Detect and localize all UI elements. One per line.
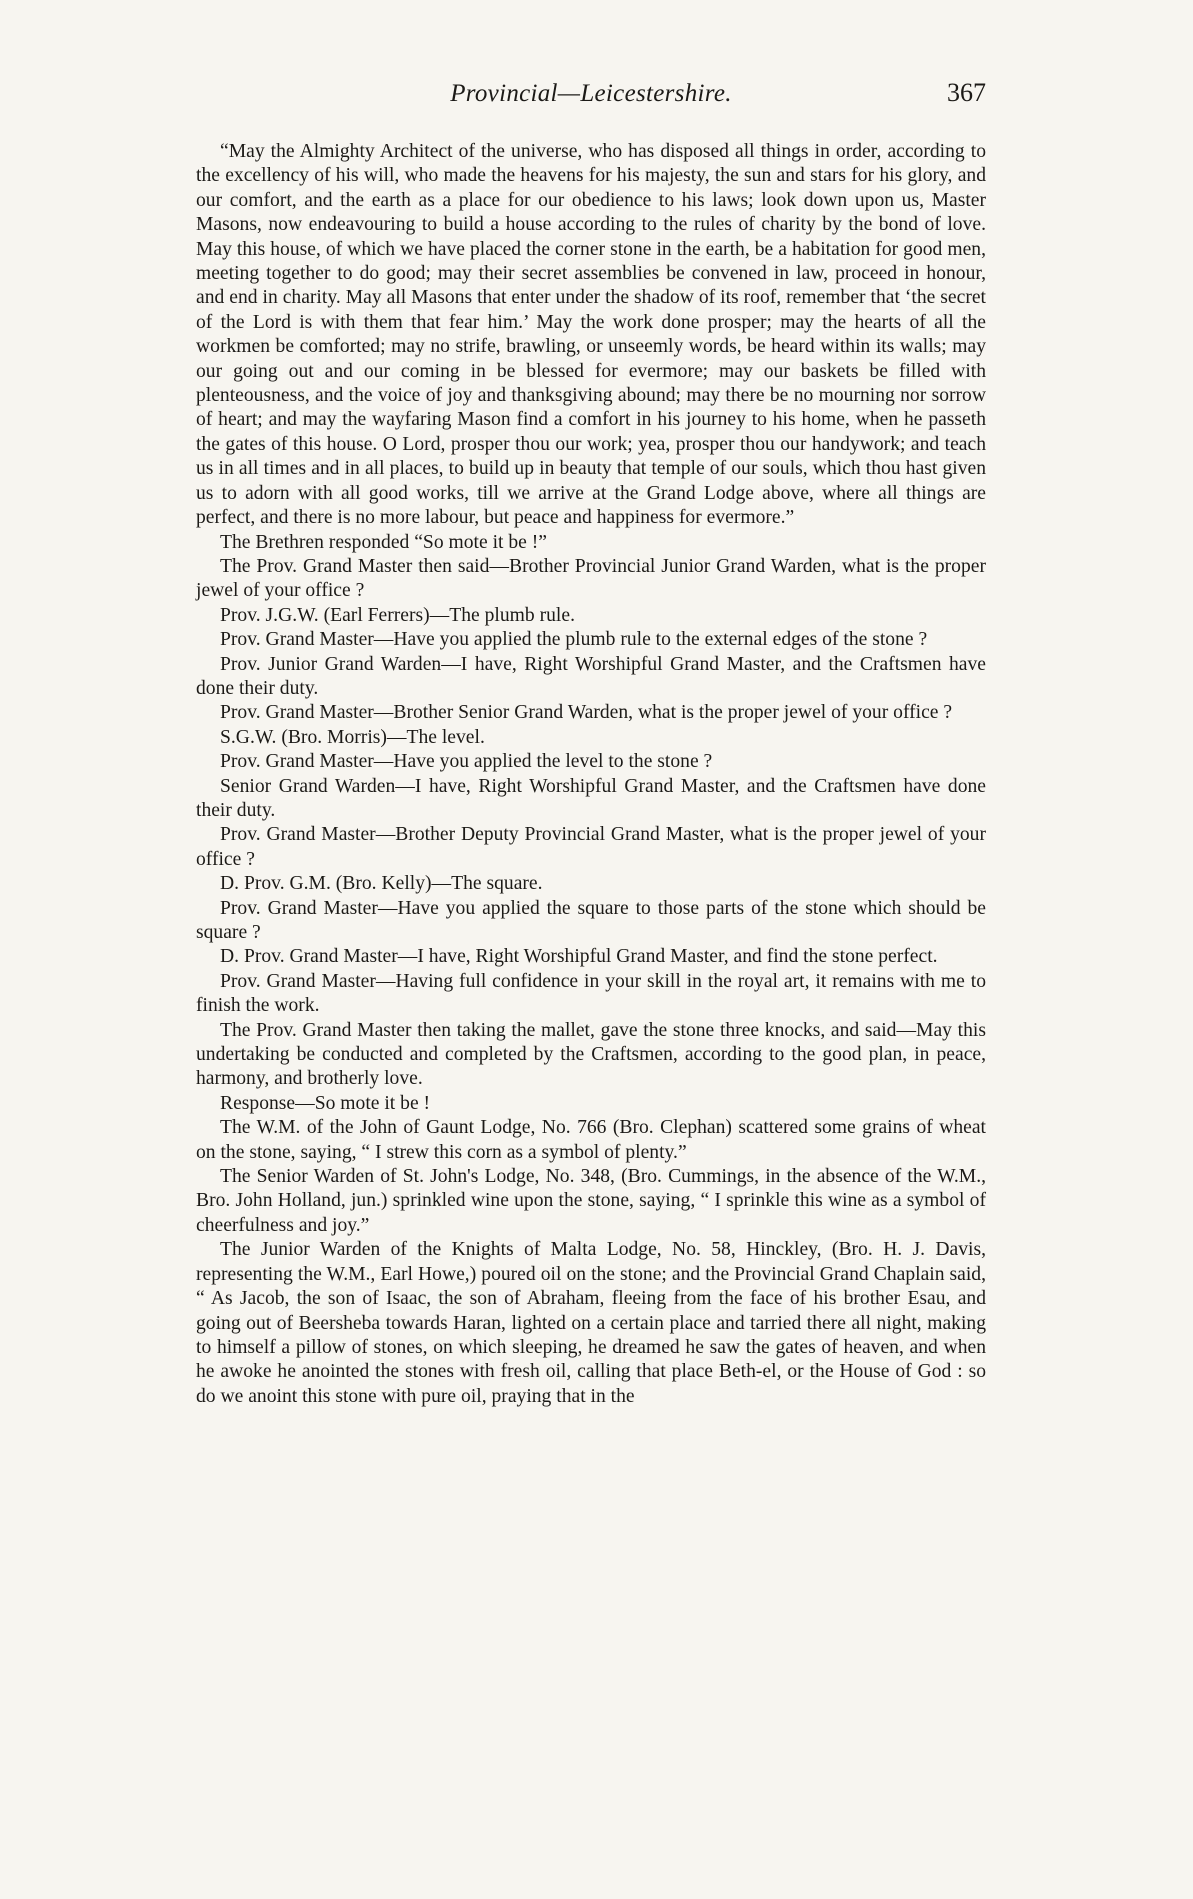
paragraph: Senior Grand Warden—I have, Right Worshipful Grand Master, and the Craftsmen have done their duty. <box>196 775 986 821</box>
paragraph: The W.M. of the John of Gaunt Lodge, No. 766 (Bro. Clephan) scattered some grains of wheat on the stone, saying, “ I strew this corn as a symbol of plenty.” <box>196 1117 986 1163</box>
paragraph: Prov. Grand Master—Having full confidence in your skill in the royal art, it remains with me to finish the work. <box>196 970 986 1017</box>
paragraph: Prov. Grand Master—Brother Deputy Provincial Grand Master, what is the proper jewel of your office ? <box>196 824 986 870</box>
page-header <box>196 78 986 122</box>
paragraph: Prov. Junior Grand Warden—I have, Right Worshipful Grand Master, and the Craftsmen have done their duty. <box>196 653 986 699</box>
paragraph: Prov. Grand Master—Have you applied the level to the stone ? <box>220 751 713 773</box>
body-text <box>196 140 986 1409</box>
paragraph: Prov. J.G.W. (Earl Ferrers)—The plumb rule. <box>220 604 575 626</box>
paragraph: Response—So mote it be ! <box>220 1092 431 1114</box>
paragraph: Prov. Grand Master—Brother Senior Grand Warden, what is the proper jewel of your office ? <box>220 702 953 724</box>
paragraph: The Prov. Grand Master then taking the mallet, gave the stone three knocks, and said—May this undertaking be conducted and completed by the Craftsmen, according to the good plan, in peace, harmony, and brotherly love. <box>196 1019 986 1090</box>
running-head: Provincial—Leicestershire. <box>450 80 732 107</box>
paragraph: D. Prov. G.M. (Bro. Kelly)—The square. <box>220 873 543 895</box>
paragraph: Prov. Grand Master—Have you applied the square to those parts of the stone which should be square ? <box>196 897 986 943</box>
paragraph-prayer: “May the Almighty Architect of the universe, who has disposed all things in order, according to the excellency of his will, who made the heavens for his majesty, the sun and stars for his glory, and our comfort, and the earth as a place for our obedience to his laws; look down upon us, Master Masons, now endeavouring to build a house according to the rules of charity by the bond of love. May this house, of which we have placed the corner stone in the earth, be a habitation for good men, meeting together to do good; may their secret assemblies be convened in law, proceed in honour, and end in charity. May all Masons that enter under the shadow of its roof, remember that ‘the secret of the Lord is with them that fear him.’ May the work done prosper; may the hearts of all the workmen be comforted; may no strife, brawling, or unseemly words, be heard within its walls; may our going out and our coming in be blessed for evermore; may our baskets be filled with plenteousness, and the voice of joy and thanksgiving abound; may there be no mourning nor sorrow of heart; and may the wayfaring Mason find a comfort in his journey to his home, when he passeth the gates of this house. O Lord, prosper thou our work; yea, prosper thou our handywork; and teach us in all times and in all places, to build up in beauty that temple of our souls, which thou hast given us to adorn with all good works, till we arrive at the Grand Lodge above, where all things are perfect, and there is no more labour, but peace and happiness for evermore.” <box>196 141 986 529</box>
paragraph: The Prov. Grand Master then said—Brother Provincial Junior Grand Warden, what is the proper jewel of your office ? <box>196 555 986 602</box>
paragraph: D. Prov. Grand Master—I have, Right Worshipful Grand Master, and find the stone perfect. <box>220 946 938 968</box>
paragraph: Prov. Grand Master—Have you applied the plumb rule to the external edges of the stone ? <box>220 629 928 651</box>
paragraph: The Senior Warden of St. John's Lodge, No. 348, (Bro. Cummings, in the absence of the W.M., Bro. John Holland, jun.) sprinkled wine upon the stone, saying, “ I sprinkle this wine as a symbol of cheerfulness and joy.” <box>196 1166 986 1236</box>
paragraph: The Junior Warden of the Knights of Malta Lodge, No. 58, Hinckley, (Bro. H. J. Davis, representing the W.M., Earl Howe,) poured oil on the stone; and the Provincial Grand Chaplain said, “ As Jacob, the son of Isaac, the son of Abraham, fleeing from the face of his brother Esau, and going out of Beersheba towards Haran, lighted on a certain place and tarried there all night, making to himself a pillow of stones, on which sleeping, he dreamed he saw the gates of heaven, and when he awoke he anointed the stones with fresh oil, calling that place Beth-el, or the House of God : so do we anoint this stone with pure oil, praying that in the <box>196 1239 986 1407</box>
page-number: 367 <box>947 78 986 107</box>
paragraph: S.G.W. (Bro. Morris)—The level. <box>220 726 485 748</box>
document-page <box>196 78 986 1409</box>
paragraph: The Brethren responded “So mote it be !” <box>220 531 547 553</box>
